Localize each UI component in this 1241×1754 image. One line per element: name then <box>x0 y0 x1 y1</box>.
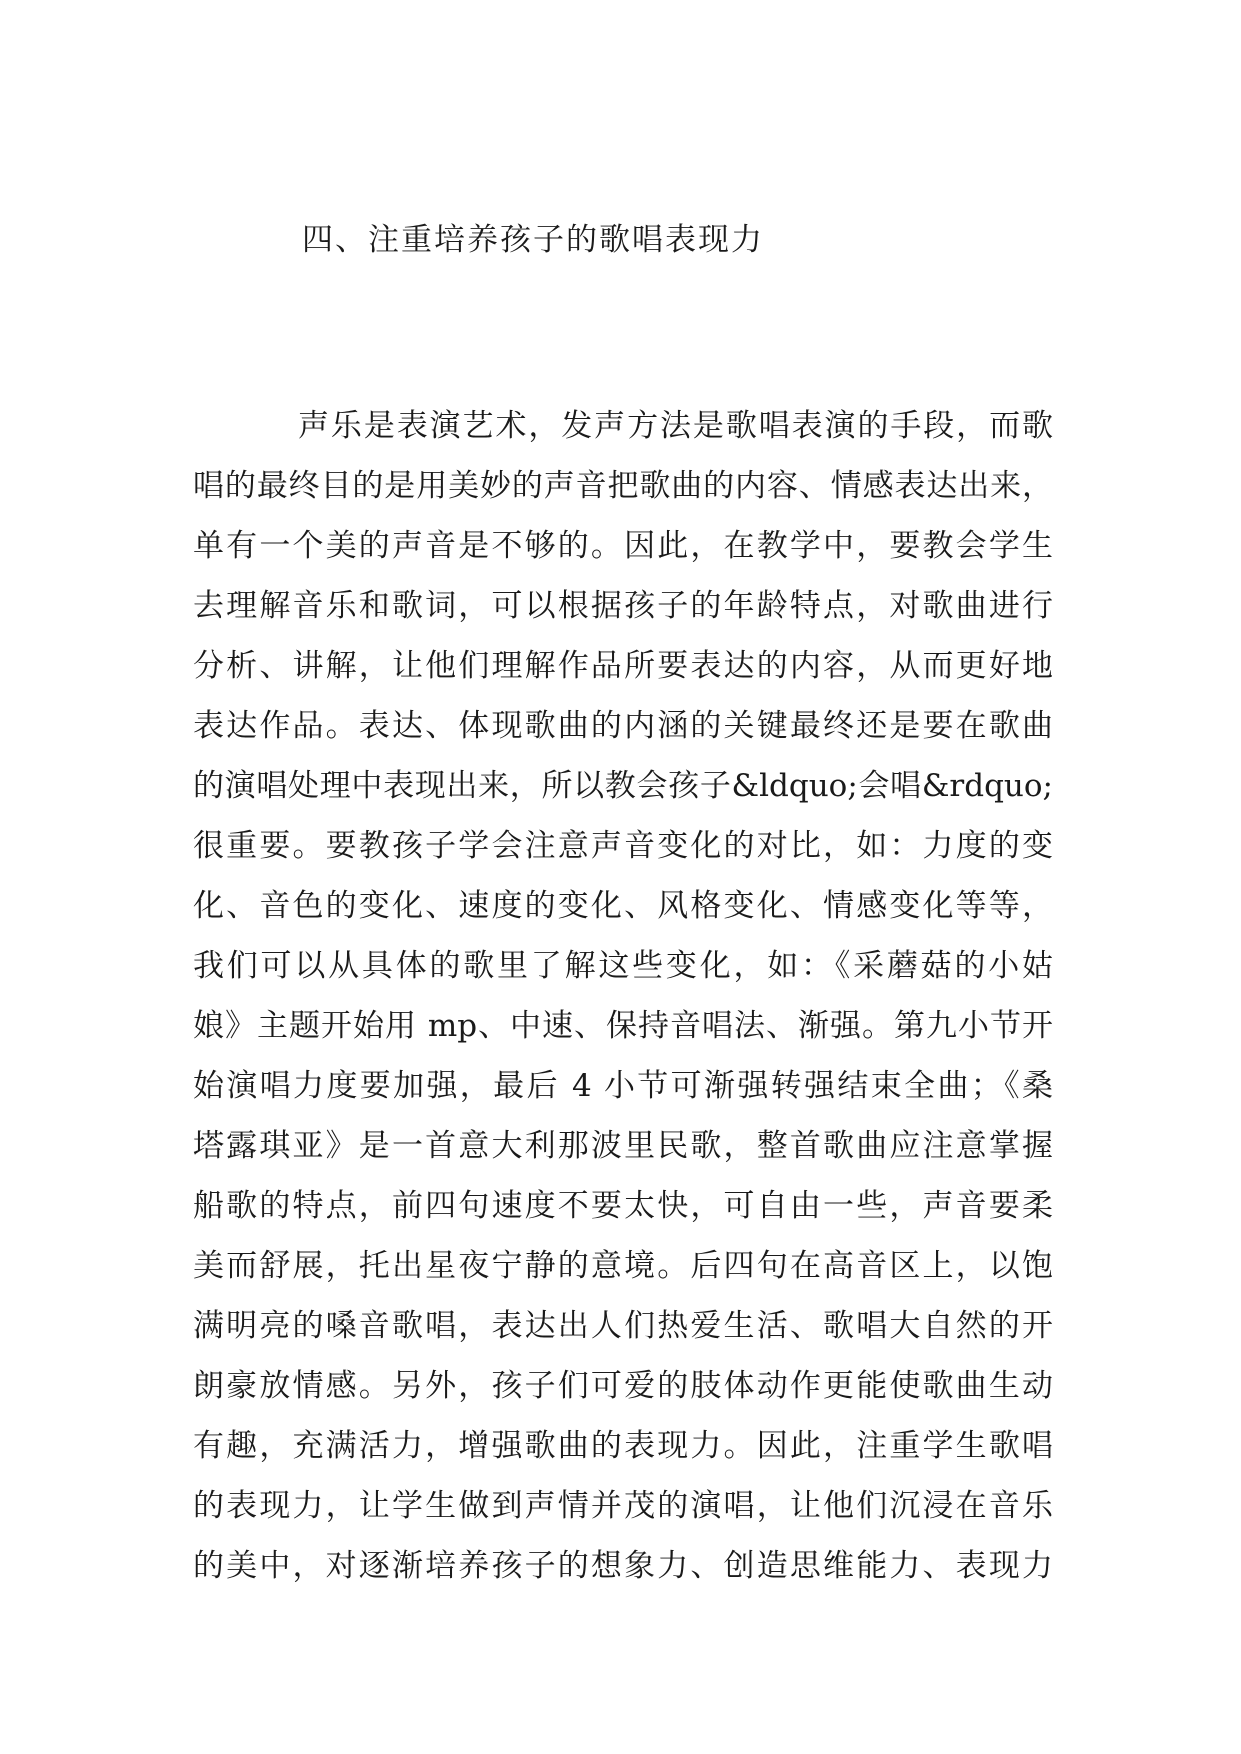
section-heading: 四、注重培养孩子的歌唱表现力 <box>302 222 764 258</box>
body-paragraph <box>193 396 1053 1596</box>
paragraph-line: 的美中，对逐渐培养孩子的想象力、创造思维能力、表现力 <box>193 1548 1053 1584</box>
paragraph-line: 表达作品。表达、体现歌曲的内涵的关键最终还是要在歌曲 <box>193 708 1053 744</box>
paragraph-line: 很重要。要教孩子学会注意声音变化的对比，如：力度的变 <box>193 828 1053 864</box>
paragraph-line: 化、音色的变化、速度的变化、风格变化、情感变化等等， <box>193 888 1053 924</box>
paragraph-line: 分析、讲解，让他们理解作品所要表达的内容，从而更好地 <box>193 648 1053 684</box>
paragraph-line: 去理解音乐和歌词，可以根据孩子的年龄特点，对歌曲进行 <box>193 588 1053 624</box>
paragraph-line: 唱的最终目的是用美妙的声音把歌曲的内容、情感表达出来， <box>193 468 1053 504</box>
paragraph-line: 满明亮的嗓音歌唱，表达出人们热爱生活、歌唱大自然的开 <box>193 1308 1053 1344</box>
paragraph-line: 我们可以从具体的歌里了解这些变化，如：《采蘑菇的小姑 <box>193 948 1053 984</box>
paragraph-line: 美而舒展，托出星夜宁静的意境。后四句在高音区上，以饱 <box>193 1248 1053 1284</box>
paragraph-line: 始演唱力度要加强，最后 4 小节可渐强转强结束全曲；《桑 <box>193 1068 1053 1104</box>
paragraph-line: 声乐是表演艺术，发声方法是歌唱表演的手段，而歌 <box>298 408 1053 444</box>
paragraph-line: 单有一个美的声音是不够的。因此，在教学中，要教会学生 <box>193 528 1053 564</box>
paragraph-line: 朗豪放情感。另外，孩子们可爱的肢体动作更能使歌曲生动 <box>193 1368 1053 1404</box>
paragraph-line: 的表现力，让学生做到声情并茂的演唱，让他们沉浸在音乐 <box>193 1488 1053 1524</box>
paragraph-line: 塔露琪亚》是一首意大利那波里民歌，整首歌曲应注意掌握 <box>193 1128 1053 1164</box>
paragraph-line: 船歌的特点，前四句速度不要太快，可自由一些，声音要柔 <box>193 1188 1053 1224</box>
paragraph-line: 的演唱处理中表现出来，所以教会孩子&ldquo;会唱&rdquo; <box>193 768 1053 804</box>
paragraph-line: 有趣，充满活力，增强歌曲的表现力。因此，注重学生歌唱 <box>193 1428 1053 1464</box>
paragraph-line: 娘》主题开始用 mp、中速、保持音唱法、渐强。第九小节开 <box>193 1008 1053 1044</box>
